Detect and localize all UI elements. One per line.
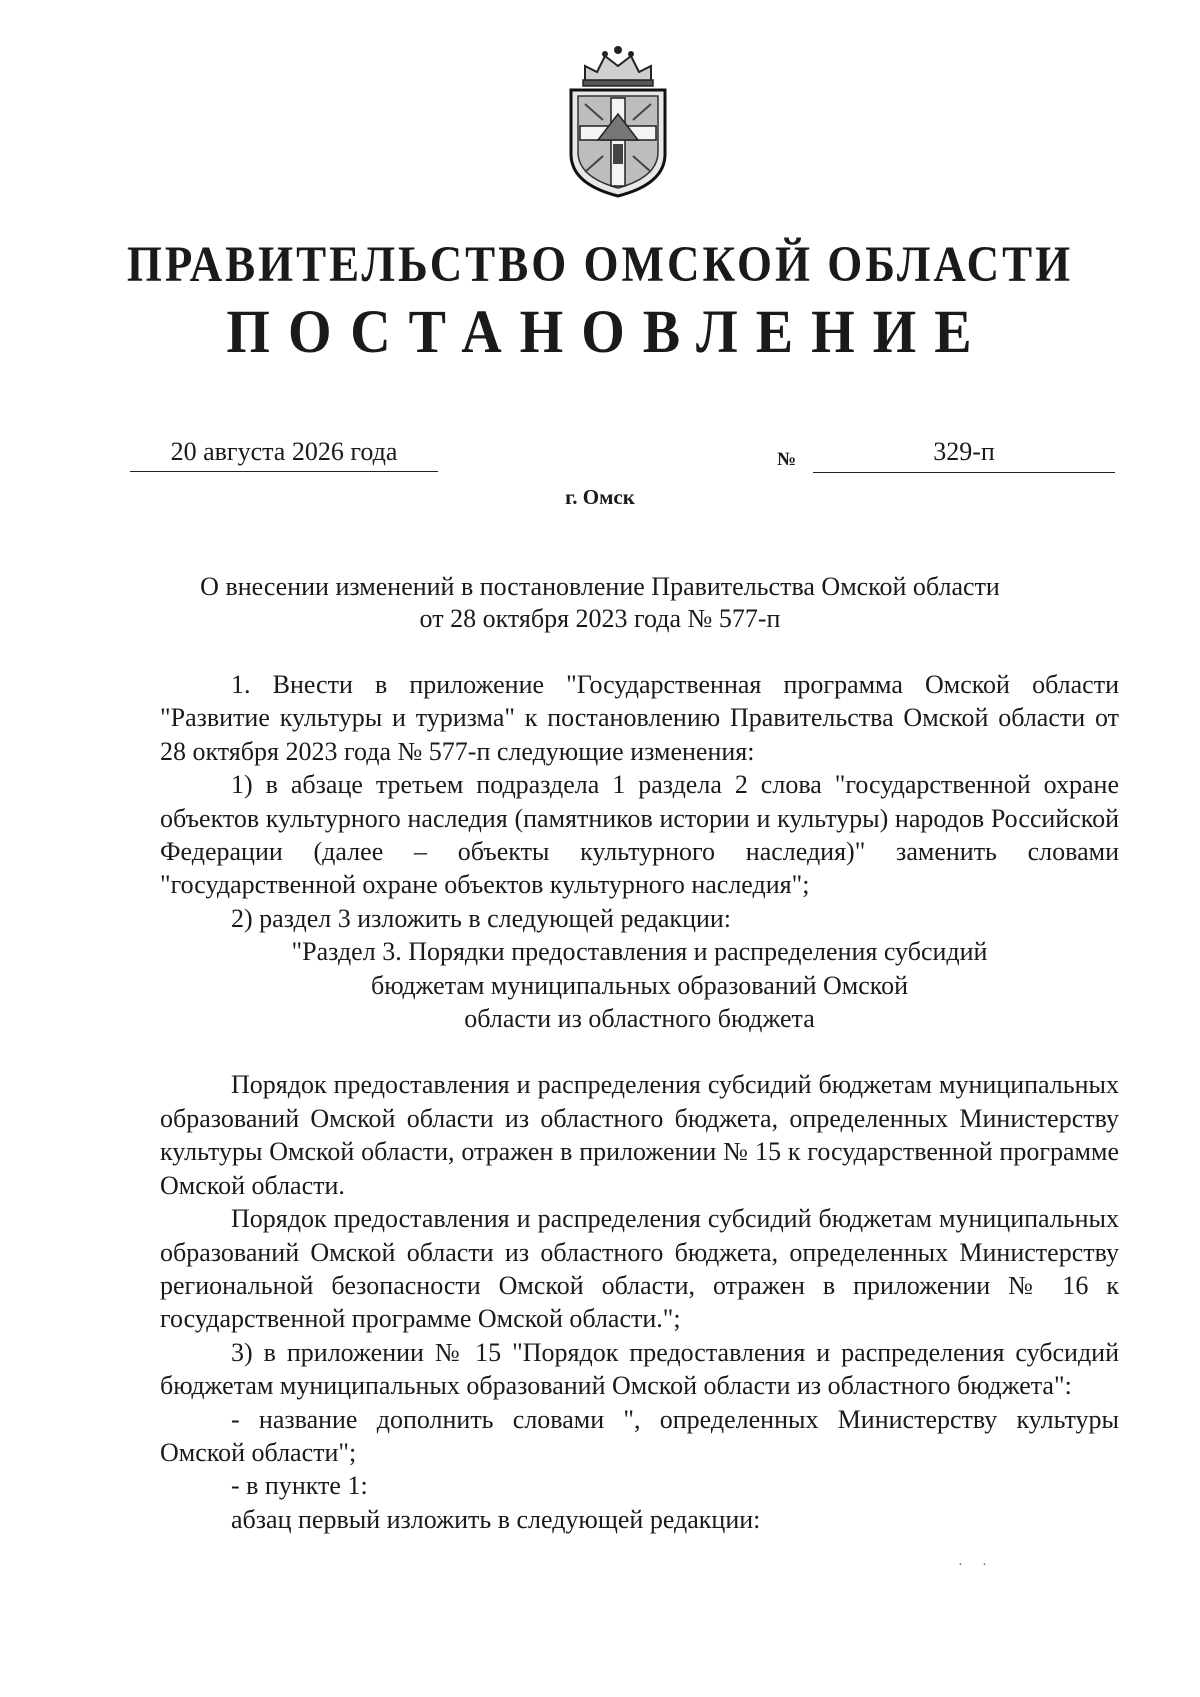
paragraph-5: Порядок предоставления и распределения субсидий бюджетам муниципальных образований Омской области из областного бюджета, определенных Министерству региональной безопасности Омской области, отражен в приложении № 16 к государственной программе Омской области."; <box>160 1204 1119 1334</box>
section-title-line-1: "Раздел 3. Порядки предоставления и распределения субсидий <box>291 937 988 967</box>
paragraph-2: 1) в абзаце третьем подраздела 1 раздела 2 слова "государственной охране объектов культурного наследия (памятников истории и культуры) народов Российской Федерации (далее – объекты культурного наследия)" заменить словами "государственной охране объектов культурного наследия"; <box>160 770 1119 900</box>
section-title-line-3: области из областного бюджета <box>464 1004 815 1034</box>
title-line-1: О внесении изменений в постановление Правительства Омской области <box>200 572 1000 601</box>
document-type: ПОСТАНОВЛЕНИЕ <box>226 297 990 367</box>
title-line-2: от 28 октября 2023 года № 577-п <box>419 604 781 633</box>
coat-of-arms-icon <box>563 44 673 199</box>
paragraph-8: - в пункте 1: <box>231 1471 368 1501</box>
organization-name: ПРАВИТЕЛЬСТВО ОМСКОЙ ОБЛАСТИ <box>126 236 1074 292</box>
paragraph-4: Порядок предоставления и распределения субсидий бюджетам муниципальных образований Омской области из областного бюджета, определенных Министерству культуры Омской области, отражен в приложении № 15 к государственной программе Омской области. <box>160 1070 1119 1200</box>
paragraph-1: 1. Внести в приложение "Государственная программа Омской области "Развитие культуры и туризма" к постановлению Правительства Омской области от 28 октября 2023 года № 577-п следующие изменения: <box>160 670 1119 766</box>
paragraph-9: абзац первый изложить в следующей редакции: <box>231 1504 761 1534</box>
paragraph-6: 3) в приложении № 15 "Порядок предоставления и распределения субсидий бюджетам муниципальных образований Омской области из областного бюджета": <box>160 1337 1119 1401</box>
number-sign: № <box>777 449 797 470</box>
document-title <box>150 571 1050 635</box>
paragraph-3: 2) раздел 3 изложить в следующей редакции: <box>231 903 732 933</box>
document-date: 20 августа 2026 года <box>130 437 438 472</box>
document-city: г. Омск <box>565 485 635 509</box>
section-title <box>160 935 1119 1035</box>
document-number: 329-п <box>813 437 1115 473</box>
document-body <box>160 668 1119 1536</box>
paragraph-7: - название дополнить словами ", определенных Министерству культуры Омской области"; <box>160 1404 1119 1467</box>
section-title-line-2: бюджетам муниципальных образований Омской <box>371 970 908 1000</box>
scan-speck: · · <box>958 1558 995 1573</box>
